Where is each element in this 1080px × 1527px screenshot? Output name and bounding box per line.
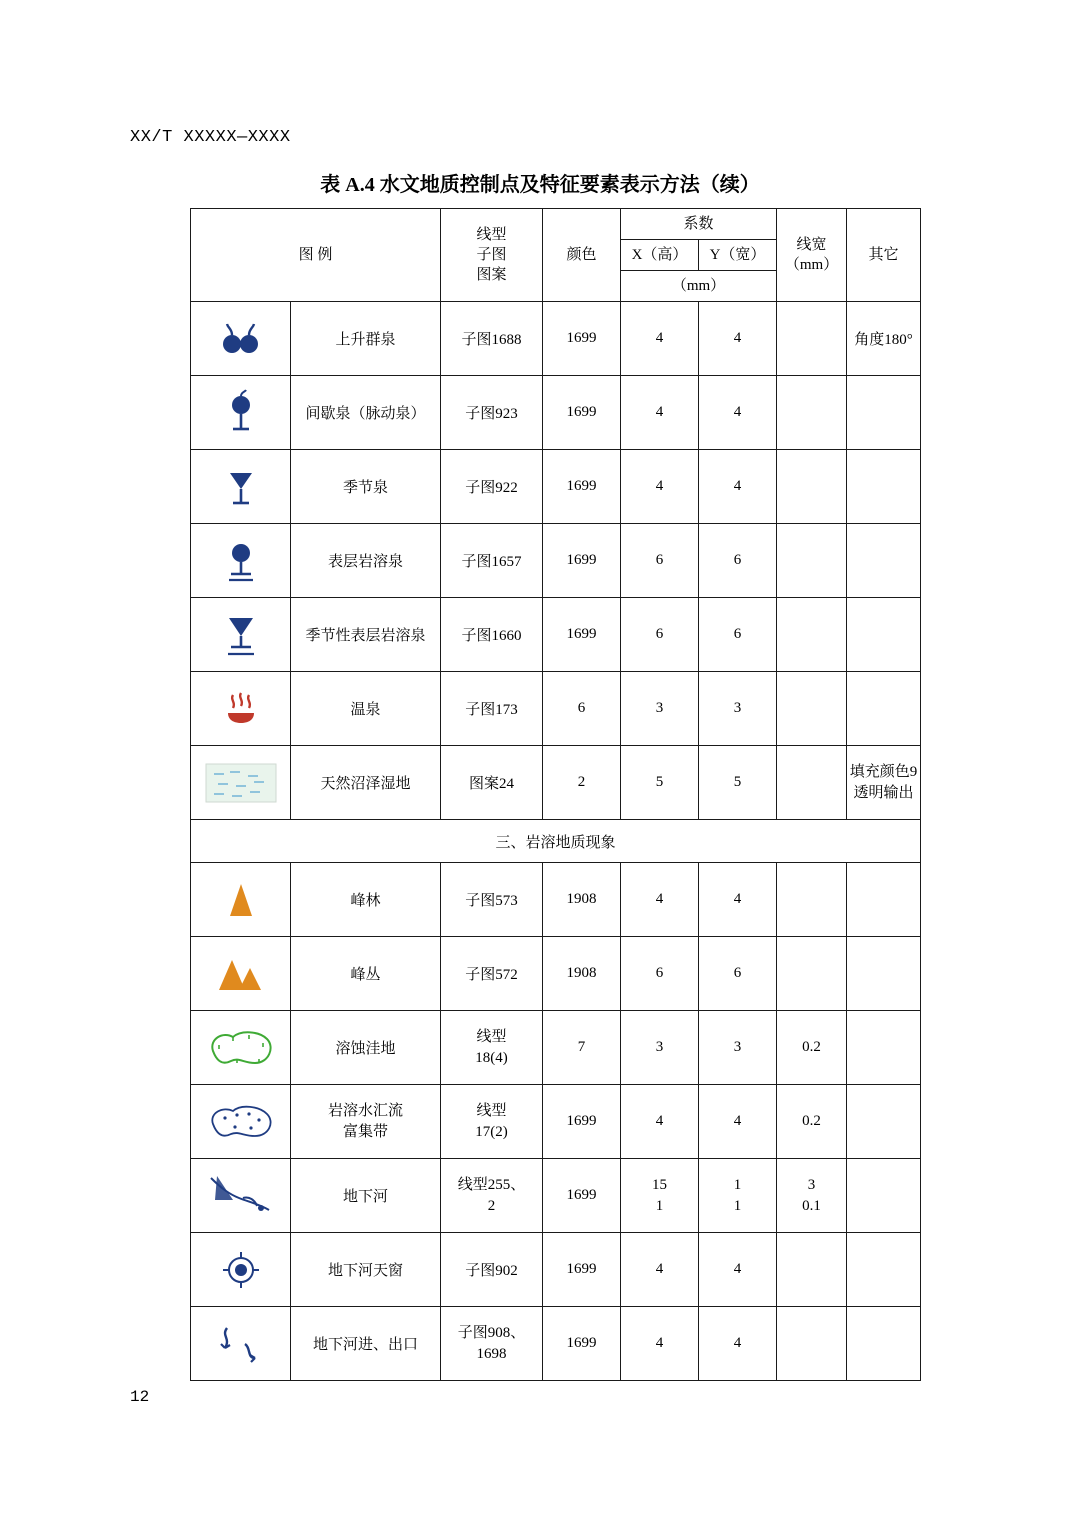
seasonal-epikarst-spring-icon bbox=[191, 598, 290, 671]
symbol-name: 地下河 bbox=[291, 1159, 441, 1233]
code-line-1: 线型 bbox=[476, 1029, 507, 1046]
header-linetype: 线型 bbox=[476, 226, 507, 243]
symbol-name: 溶蚀洼地 bbox=[291, 1011, 441, 1085]
symbol-specification-table bbox=[190, 208, 921, 1381]
symbol-color: 1699 bbox=[543, 1233, 621, 1307]
symbol-code: 子图573 bbox=[441, 863, 543, 937]
standard-code-header: XX/T XXXXX—XXXX bbox=[130, 128, 291, 147]
symbol-color: 6 bbox=[543, 672, 621, 746]
symbol-linewidth bbox=[777, 937, 847, 1011]
symbol-other bbox=[847, 376, 921, 450]
symbol-color: 1699 bbox=[543, 1307, 621, 1381]
symbol-color: 1699 bbox=[543, 524, 621, 598]
symbol-name: 地下河进、出口 bbox=[291, 1307, 441, 1381]
symbol-code bbox=[441, 1085, 543, 1159]
code-line-2: 18(4) bbox=[475, 1049, 508, 1066]
other-line-2: 透明输出 bbox=[853, 784, 914, 801]
symbol-cell bbox=[191, 1159, 291, 1233]
symbol-other bbox=[847, 1011, 921, 1085]
header-coefficient: 系数 bbox=[621, 209, 777, 240]
symbol-y: 4 bbox=[699, 1307, 777, 1381]
symbol-name: 间歇泉（脉动泉） bbox=[291, 376, 441, 450]
symbol-code bbox=[441, 1011, 543, 1085]
header-linewidth bbox=[777, 209, 847, 302]
symbol-y: 4 bbox=[699, 1233, 777, 1307]
symbol-code bbox=[441, 1307, 543, 1381]
symbol-code: 子图1688 bbox=[441, 302, 543, 376]
header-linewidth-unit: （mm） bbox=[784, 257, 839, 273]
symbol-other bbox=[847, 1307, 921, 1381]
symbol-color: 1908 bbox=[543, 937, 621, 1011]
table-row bbox=[191, 1307, 921, 1381]
symbol-y: 4 bbox=[699, 863, 777, 937]
symbol-linewidth: 0.2 bbox=[777, 1011, 847, 1085]
symbol-x: 3 bbox=[621, 1011, 699, 1085]
symbol-x: 4 bbox=[621, 863, 699, 937]
symbol-x bbox=[621, 1159, 699, 1233]
underground-river-skylight-icon bbox=[191, 1233, 290, 1306]
hot-spring-icon bbox=[191, 672, 290, 745]
lw-line-1: 3 bbox=[807, 1177, 816, 1194]
symbol-y: 4 bbox=[699, 1085, 777, 1159]
symbol-other bbox=[847, 450, 921, 524]
table-row bbox=[191, 863, 921, 937]
section-header-row bbox=[191, 820, 921, 863]
peak-cluster-icon bbox=[191, 937, 290, 1010]
karst-water-concentration-zone-icon bbox=[191, 1085, 290, 1158]
symbol-x: 4 bbox=[621, 1233, 699, 1307]
symbol-cell bbox=[191, 1011, 291, 1085]
symbol-other: 角度180° bbox=[847, 302, 921, 376]
symbol-other bbox=[847, 524, 921, 598]
symbol-color: 1699 bbox=[543, 450, 621, 524]
symbol-cell bbox=[191, 1307, 291, 1381]
symbol-other bbox=[847, 937, 921, 1011]
symbol-cell bbox=[191, 598, 291, 672]
header-symbol: 图 例 bbox=[191, 209, 441, 302]
code-line-2: 2 bbox=[487, 1197, 496, 1214]
symbol-x: 4 bbox=[621, 376, 699, 450]
table-row bbox=[191, 376, 921, 450]
symbol-cell bbox=[191, 937, 291, 1011]
symbol-name: 季节性表层岩溶泉 bbox=[291, 598, 441, 672]
symbol-x: 6 bbox=[621, 598, 699, 672]
header-color: 颜色 bbox=[543, 209, 621, 302]
symbol-cell bbox=[191, 1085, 291, 1159]
symbol-name: 季节泉 bbox=[291, 450, 441, 524]
seasonal-spring-icon bbox=[191, 450, 290, 523]
symbol-name: 峰丛 bbox=[291, 937, 441, 1011]
symbol-cell bbox=[191, 450, 291, 524]
x-line-1: 15 bbox=[652, 1177, 668, 1194]
intermittent-spring-icon bbox=[191, 376, 290, 449]
epikarst-spring-icon bbox=[191, 524, 290, 597]
code-line-1: 线型 bbox=[476, 1103, 507, 1120]
symbol-linewidth bbox=[777, 302, 847, 376]
symbol-y: 3 bbox=[699, 1011, 777, 1085]
symbol-code: 子图572 bbox=[441, 937, 543, 1011]
symbol-cell bbox=[191, 524, 291, 598]
symbol-code: 子图1657 bbox=[441, 524, 543, 598]
symbol-color: 7 bbox=[543, 1011, 621, 1085]
symbol-name: 温泉 bbox=[291, 672, 441, 746]
name-line-2: 富集带 bbox=[343, 1123, 389, 1140]
table-title: 表 A.4 水文地质控制点及特征要素表示方法（续） bbox=[320, 174, 760, 196]
symbol-code: 图案24 bbox=[441, 746, 543, 820]
symbol-linewidth bbox=[777, 672, 847, 746]
header-linewidth-label: 线宽 bbox=[796, 236, 827, 253]
symbol-x: 6 bbox=[621, 524, 699, 598]
name-line-1: 岩溶水汇流 bbox=[328, 1103, 404, 1120]
symbol-y: 6 bbox=[699, 937, 777, 1011]
symbol-other bbox=[847, 863, 921, 937]
symbol-name bbox=[291, 1085, 441, 1159]
symbol-name: 表层岩溶泉 bbox=[291, 524, 441, 598]
symbol-linewidth bbox=[777, 376, 847, 450]
symbol-x: 6 bbox=[621, 937, 699, 1011]
symbol-other bbox=[847, 1159, 921, 1233]
symbol-other bbox=[847, 746, 921, 820]
karst-depression-icon bbox=[191, 1011, 290, 1084]
header-other: 其它 bbox=[847, 209, 921, 302]
symbol-y bbox=[699, 1159, 777, 1233]
symbol-name: 上升群泉 bbox=[291, 302, 441, 376]
symbol-code: 子图173 bbox=[441, 672, 543, 746]
lw-line-2: 0.1 bbox=[802, 1197, 821, 1214]
table-row bbox=[191, 524, 921, 598]
header-linetype-subgraph-pattern bbox=[441, 209, 543, 302]
code-line-1: 子图908、 bbox=[457, 1325, 526, 1342]
table-row bbox=[191, 1159, 921, 1233]
symbol-linewidth bbox=[777, 450, 847, 524]
table-row bbox=[191, 1233, 921, 1307]
code-line-1: 线型255、 bbox=[457, 1177, 526, 1194]
table-row bbox=[191, 746, 921, 820]
symbol-x: 4 bbox=[621, 1307, 699, 1381]
other-line-1: 填充颜色9 bbox=[849, 764, 918, 781]
symbol-other bbox=[847, 672, 921, 746]
symbol-name: 峰林 bbox=[291, 863, 441, 937]
symbol-y: 4 bbox=[699, 376, 777, 450]
underground-river-icon bbox=[191, 1159, 290, 1232]
symbol-other bbox=[847, 1085, 921, 1159]
code-line-2: 17(2) bbox=[475, 1123, 508, 1140]
symbol-cell bbox=[191, 302, 291, 376]
symbol-y: 6 bbox=[699, 524, 777, 598]
header-pattern: 图案 bbox=[476, 267, 507, 284]
table-header-row-1 bbox=[191, 209, 921, 240]
symbol-linewidth bbox=[777, 863, 847, 937]
table-row bbox=[191, 672, 921, 746]
symbol-linewidth bbox=[777, 1159, 847, 1233]
symbol-y: 4 bbox=[699, 302, 777, 376]
underground-river-inlet-outlet-icon bbox=[191, 1307, 290, 1380]
header-y: Y（宽） bbox=[699, 240, 777, 271]
symbol-color: 1699 bbox=[543, 376, 621, 450]
symbol-other bbox=[847, 598, 921, 672]
symbol-cell bbox=[191, 863, 291, 937]
symbol-code: 子图923 bbox=[441, 376, 543, 450]
symbol-color: 1699 bbox=[543, 1159, 621, 1233]
symbol-cell bbox=[191, 1233, 291, 1307]
symbol-x: 4 bbox=[621, 302, 699, 376]
header-mm-unit: （mm） bbox=[621, 271, 777, 302]
symbol-color: 1699 bbox=[543, 1085, 621, 1159]
symbol-cell bbox=[191, 746, 291, 820]
code-line-2: 1698 bbox=[476, 1345, 507, 1362]
symbol-color: 1699 bbox=[543, 598, 621, 672]
x-line-2: 1 bbox=[655, 1197, 664, 1214]
symbol-other bbox=[847, 1233, 921, 1307]
section-title: 三、岩溶地质现象 bbox=[191, 820, 921, 863]
table-row bbox=[191, 598, 921, 672]
symbol-cell bbox=[191, 376, 291, 450]
rising-spring-group-icon bbox=[191, 302, 290, 375]
symbol-linewidth bbox=[777, 598, 847, 672]
page-number: 12 bbox=[130, 1388, 150, 1406]
symbol-x: 3 bbox=[621, 672, 699, 746]
table-row bbox=[191, 1011, 921, 1085]
y-line-2: 1 bbox=[733, 1197, 742, 1214]
table-row bbox=[191, 1085, 921, 1159]
header-subgraph: 子图 bbox=[476, 246, 507, 263]
symbol-y: 3 bbox=[699, 672, 777, 746]
symbol-x: 5 bbox=[621, 746, 699, 820]
header-x: X（高） bbox=[621, 240, 699, 271]
y-line-1: 1 bbox=[733, 1177, 742, 1194]
symbol-code: 子图1660 bbox=[441, 598, 543, 672]
symbol-x: 4 bbox=[621, 450, 699, 524]
symbol-cell bbox=[191, 672, 291, 746]
table-row bbox=[191, 450, 921, 524]
symbol-code: 子图902 bbox=[441, 1233, 543, 1307]
symbol-y: 6 bbox=[699, 598, 777, 672]
peak-forest-icon bbox=[191, 863, 290, 936]
symbol-name: 天然沼泽湿地 bbox=[291, 746, 441, 820]
symbol-name: 地下河天窗 bbox=[291, 1233, 441, 1307]
symbol-linewidth bbox=[777, 1233, 847, 1307]
symbol-code: 子图922 bbox=[441, 450, 543, 524]
symbol-color: 1908 bbox=[543, 863, 621, 937]
symbol-linewidth bbox=[777, 746, 847, 820]
symbol-color: 2 bbox=[543, 746, 621, 820]
symbol-color: 1699 bbox=[543, 302, 621, 376]
symbol-code bbox=[441, 1159, 543, 1233]
symbol-linewidth: 0.2 bbox=[777, 1085, 847, 1159]
symbol-x: 4 bbox=[621, 1085, 699, 1159]
symbol-y: 5 bbox=[699, 746, 777, 820]
symbol-y: 4 bbox=[699, 450, 777, 524]
natural-marsh-wetland-icon bbox=[191, 746, 290, 819]
symbol-linewidth bbox=[777, 524, 847, 598]
symbol-linewidth bbox=[777, 1307, 847, 1381]
table-row bbox=[191, 937, 921, 1011]
table-row bbox=[191, 302, 921, 376]
